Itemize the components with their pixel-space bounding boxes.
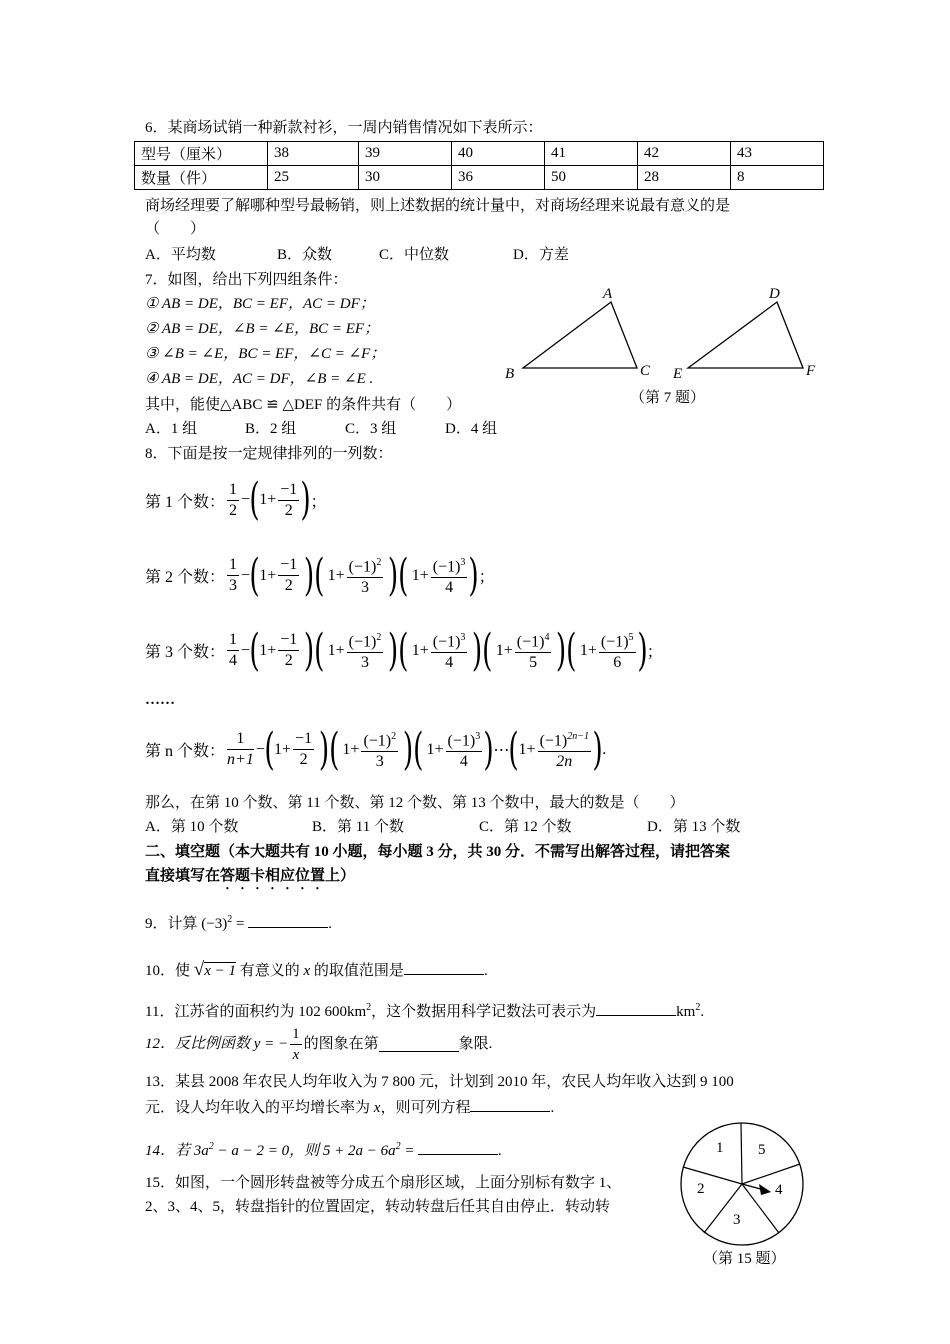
q7-options bbox=[145, 419, 497, 439]
q12 bbox=[145, 1022, 492, 1066]
sector-label: 4 bbox=[775, 1182, 783, 1198]
q14-end: . bbox=[498, 1143, 503, 1159]
q10-var: x bbox=[303, 963, 311, 979]
sector-label: 2 bbox=[697, 1181, 705, 1197]
q6-paren: （ ） bbox=[145, 221, 206, 237]
q10-radical: x − 1 bbox=[204, 963, 236, 979]
q11-text: 11．江苏省的面积约为 102 600km bbox=[145, 1004, 367, 1020]
answer-blank[interactable] bbox=[379, 1037, 459, 1052]
label-a: A bbox=[603, 286, 613, 302]
table-cell: 43 bbox=[731, 142, 824, 166]
q14-text: − a − 2 = 0，则 5 + 2a − 6a bbox=[213, 1143, 396, 1159]
table-header-cell: 型号（厘米） bbox=[135, 142, 268, 166]
answer-blank[interactable] bbox=[248, 913, 328, 928]
q10-text: 的取值范围是 bbox=[310, 963, 404, 979]
section2-title-line2 bbox=[145, 866, 355, 893]
table-cell: 41 bbox=[545, 142, 638, 166]
answer-blank[interactable] bbox=[418, 1140, 498, 1155]
q8-stem: 8．下面是按一定规律排列的一列数： bbox=[145, 446, 393, 462]
option-b: B．众数 bbox=[277, 247, 333, 263]
option-b: B．2 组 bbox=[245, 421, 297, 437]
option-a: A．平均数 bbox=[145, 247, 216, 263]
q14 bbox=[145, 1137, 502, 1161]
option-b: B．第 11 个数 bbox=[312, 819, 404, 835]
sector-label: 1 bbox=[716, 1140, 724, 1156]
q10-text: 有意义的 bbox=[235, 963, 304, 979]
q7-cond-1: ① AB = DE，BC = EF，AC = DF； bbox=[145, 296, 375, 312]
q9 bbox=[145, 910, 332, 934]
option-d: D．4 组 bbox=[445, 421, 498, 437]
option-a: A．第 10 个数 bbox=[145, 819, 239, 835]
table-cell: 8 bbox=[731, 166, 824, 190]
answer-blank[interactable] bbox=[596, 1001, 676, 1016]
q10: 10．使 √x − 1 有意义的 x 的取值范围是 . bbox=[145, 959, 488, 980]
q6-question: 商场经理要了解哪种型号最畅销，则上述数据的统计量中，对商场经理来说最有意义的是 bbox=[145, 198, 731, 214]
q11-sup: 2 bbox=[366, 1002, 372, 1013]
q11 bbox=[145, 998, 704, 1022]
label-e: E bbox=[673, 366, 683, 382]
table-header-cell: 数量（件） bbox=[135, 166, 268, 190]
q13-line2 bbox=[145, 1097, 554, 1118]
sector-label: 3 bbox=[733, 1212, 741, 1228]
q8-question: 那么，在第 10 个数、第 11 个数、第 12 个数、第 13 个数中，最大的数是（ ） bbox=[145, 795, 685, 811]
table-cell: 50 bbox=[545, 166, 638, 190]
q13-var: x bbox=[373, 1100, 381, 1116]
section2-text: 上） bbox=[325, 868, 356, 884]
q11-sup: 2 bbox=[695, 1002, 701, 1013]
q13-text: 元．设人均年收入的平均增长率为 bbox=[145, 1100, 374, 1116]
table-cell: 28 bbox=[638, 166, 731, 190]
section2-title: 二、填空题（本大题共有 10 小题，每小题 3 分，共 30 分．不需写出解答过程，请把答案 bbox=[145, 844, 731, 860]
option-a: A．1 组 bbox=[145, 421, 198, 437]
triangle-def bbox=[688, 302, 803, 368]
q14-sup: 2 bbox=[395, 1141, 401, 1152]
answer-blank[interactable] bbox=[470, 1097, 550, 1112]
q7-question: 其中，能使△ABC ≌ △DEF 的条件共有（ ） bbox=[145, 397, 462, 413]
table-cell: 25 bbox=[268, 166, 359, 190]
option-c: C．中位数 bbox=[379, 247, 450, 263]
q15-line1: 15．如图，一个圆形转盘被等分成五个扇形区域，上面分别标有数字 1、 bbox=[145, 1175, 622, 1191]
table-cell: 39 bbox=[359, 142, 452, 166]
option-d: D．第 13 个数 bbox=[647, 819, 741, 835]
q13-text: ，则可列方程 bbox=[380, 1100, 471, 1116]
answer-blank[interactable] bbox=[404, 960, 484, 975]
table-cell: 36 bbox=[452, 166, 545, 190]
table-cell: 38 bbox=[268, 142, 359, 166]
item-label: 第 n 个数： bbox=[145, 743, 226, 761]
q12-den: x bbox=[292, 1046, 300, 1063]
section2-text: 直接填写在 bbox=[145, 868, 221, 884]
table-cell: 42 bbox=[638, 142, 731, 166]
q9-end: . bbox=[328, 916, 332, 932]
q9-sup: 2 bbox=[227, 914, 233, 925]
q11-text: ，这个数据用科学记数法可表示为 bbox=[371, 1004, 597, 1020]
option-c: C．第 12 个数 bbox=[479, 819, 572, 835]
q9-text: 9．计算 (−3) bbox=[145, 916, 228, 932]
q7-cond-4: ④ AB = DE，AC = DF，∠B = ∠E . bbox=[145, 371, 374, 387]
q11-unit: km bbox=[676, 1004, 696, 1020]
q7-stem: 7．如图，给出下列四组条件： bbox=[145, 272, 348, 288]
q8-ellipsis: …… bbox=[145, 692, 175, 708]
table-cell: 40 bbox=[452, 142, 545, 166]
q7-cond-2: ② AB = DE，∠B = ∠E，BC = EF； bbox=[145, 321, 380, 337]
section2-emphasis: 答题卡相应位置 bbox=[220, 868, 326, 884]
label-f: F bbox=[806, 363, 816, 379]
q14-sup: 2 bbox=[208, 1141, 214, 1152]
q12-text: 的图象在第 bbox=[303, 1036, 379, 1052]
label-c: C bbox=[640, 363, 651, 379]
q13-end: . bbox=[550, 1100, 555, 1116]
q14-text: 14．若 3a bbox=[145, 1143, 209, 1159]
q13-line1: 13．某县 2008 年农民人均年收入为 7 800 元，计划到 2010 年，农民人均年收入达到 9 100 bbox=[145, 1074, 734, 1090]
q12-text: 象限. bbox=[458, 1036, 493, 1052]
q8-item-n: 第 n 个数： $\frac{1}{n+1}$ − ( 1+ $\frac{-1}{2}$ )( 1+ $\frac{(-1)^2}{3}$ )( 1+ $\frac{(-1)^3}{4}$ ) ⋯ ( 1+ $\frac{(-1)^{2n-1}}{2n}$ ) . bbox=[145, 723, 607, 775]
triangles-figure bbox=[500, 282, 830, 412]
q8-options bbox=[145, 817, 740, 837]
option-c: C．3 组 bbox=[345, 421, 397, 437]
table-row bbox=[135, 166, 824, 190]
item-label: 第 2 个数： bbox=[145, 569, 226, 587]
fig15-caption: （第 15 题） bbox=[703, 1251, 786, 1267]
q8-item-2: 第 2 个数： $\frac{1}{3}$ − ( 1+ $\frac{-1}{2}$ )( 1+ $\frac{(-1)^2}{3}$ )( 1+ $\frac{(-1)^3}{4}$ ) ； bbox=[145, 549, 495, 601]
item-label: 第 1 个数： bbox=[145, 493, 226, 511]
label-b: B bbox=[505, 366, 515, 382]
q15-line2: 2、3、4、5，转盘指针的位置固定，转动转盘后任其自由停止．转动转 bbox=[145, 1199, 611, 1215]
triangle-abc bbox=[523, 302, 637, 368]
q9-text: = bbox=[232, 916, 249, 932]
q8-item-3: 第 3 个数： $\frac{1}{4}$ − ( 1+ $\frac{-1}{2}$ )( 1+ $\frac{(-1)^2}{3}$ )( 1+ $\frac{(-1)^3}{4}$ )( 1+ $\frac{(-1)^4}{5}$ )( 1+ $\frac{(-1)^5}{6}$ ) ； bbox=[145, 624, 663, 676]
q10-end: . bbox=[483, 963, 488, 979]
option-d: D．方差 bbox=[513, 247, 569, 263]
q10-text: 10．使 bbox=[145, 963, 194, 979]
pointer-arrow-icon bbox=[759, 1184, 771, 1195]
q14-text: = bbox=[400, 1143, 419, 1159]
q6-options bbox=[145, 245, 569, 265]
q6-stem: 6．某商场试销一种新款衬衫，一周内销售情况如下表所示： bbox=[145, 120, 543, 136]
table-cell: 30 bbox=[359, 166, 452, 190]
q12-num: 1 bbox=[290, 1024, 302, 1045]
fig7-caption: （第 7 题） bbox=[630, 390, 706, 406]
spinner-figure bbox=[676, 1120, 816, 1270]
q7-cond-3: ③ ∠B = ∠E，BC = EF，∠C = ∠F； bbox=[145, 346, 386, 362]
item-label: 第 3 个数： bbox=[145, 644, 226, 662]
sales-table bbox=[134, 141, 824, 190]
sector-label: 5 bbox=[758, 1142, 766, 1158]
label-d: D bbox=[769, 286, 780, 302]
q12-text: 12．反比例函数 y = − bbox=[145, 1036, 289, 1052]
table-row bbox=[135, 142, 824, 166]
q11-end: . bbox=[700, 1004, 705, 1020]
q8-item-1: 第 1 个数： $\frac{1}{2}$ − ( 1+ $\frac{-1}{2}$ ) ； bbox=[145, 474, 327, 525]
